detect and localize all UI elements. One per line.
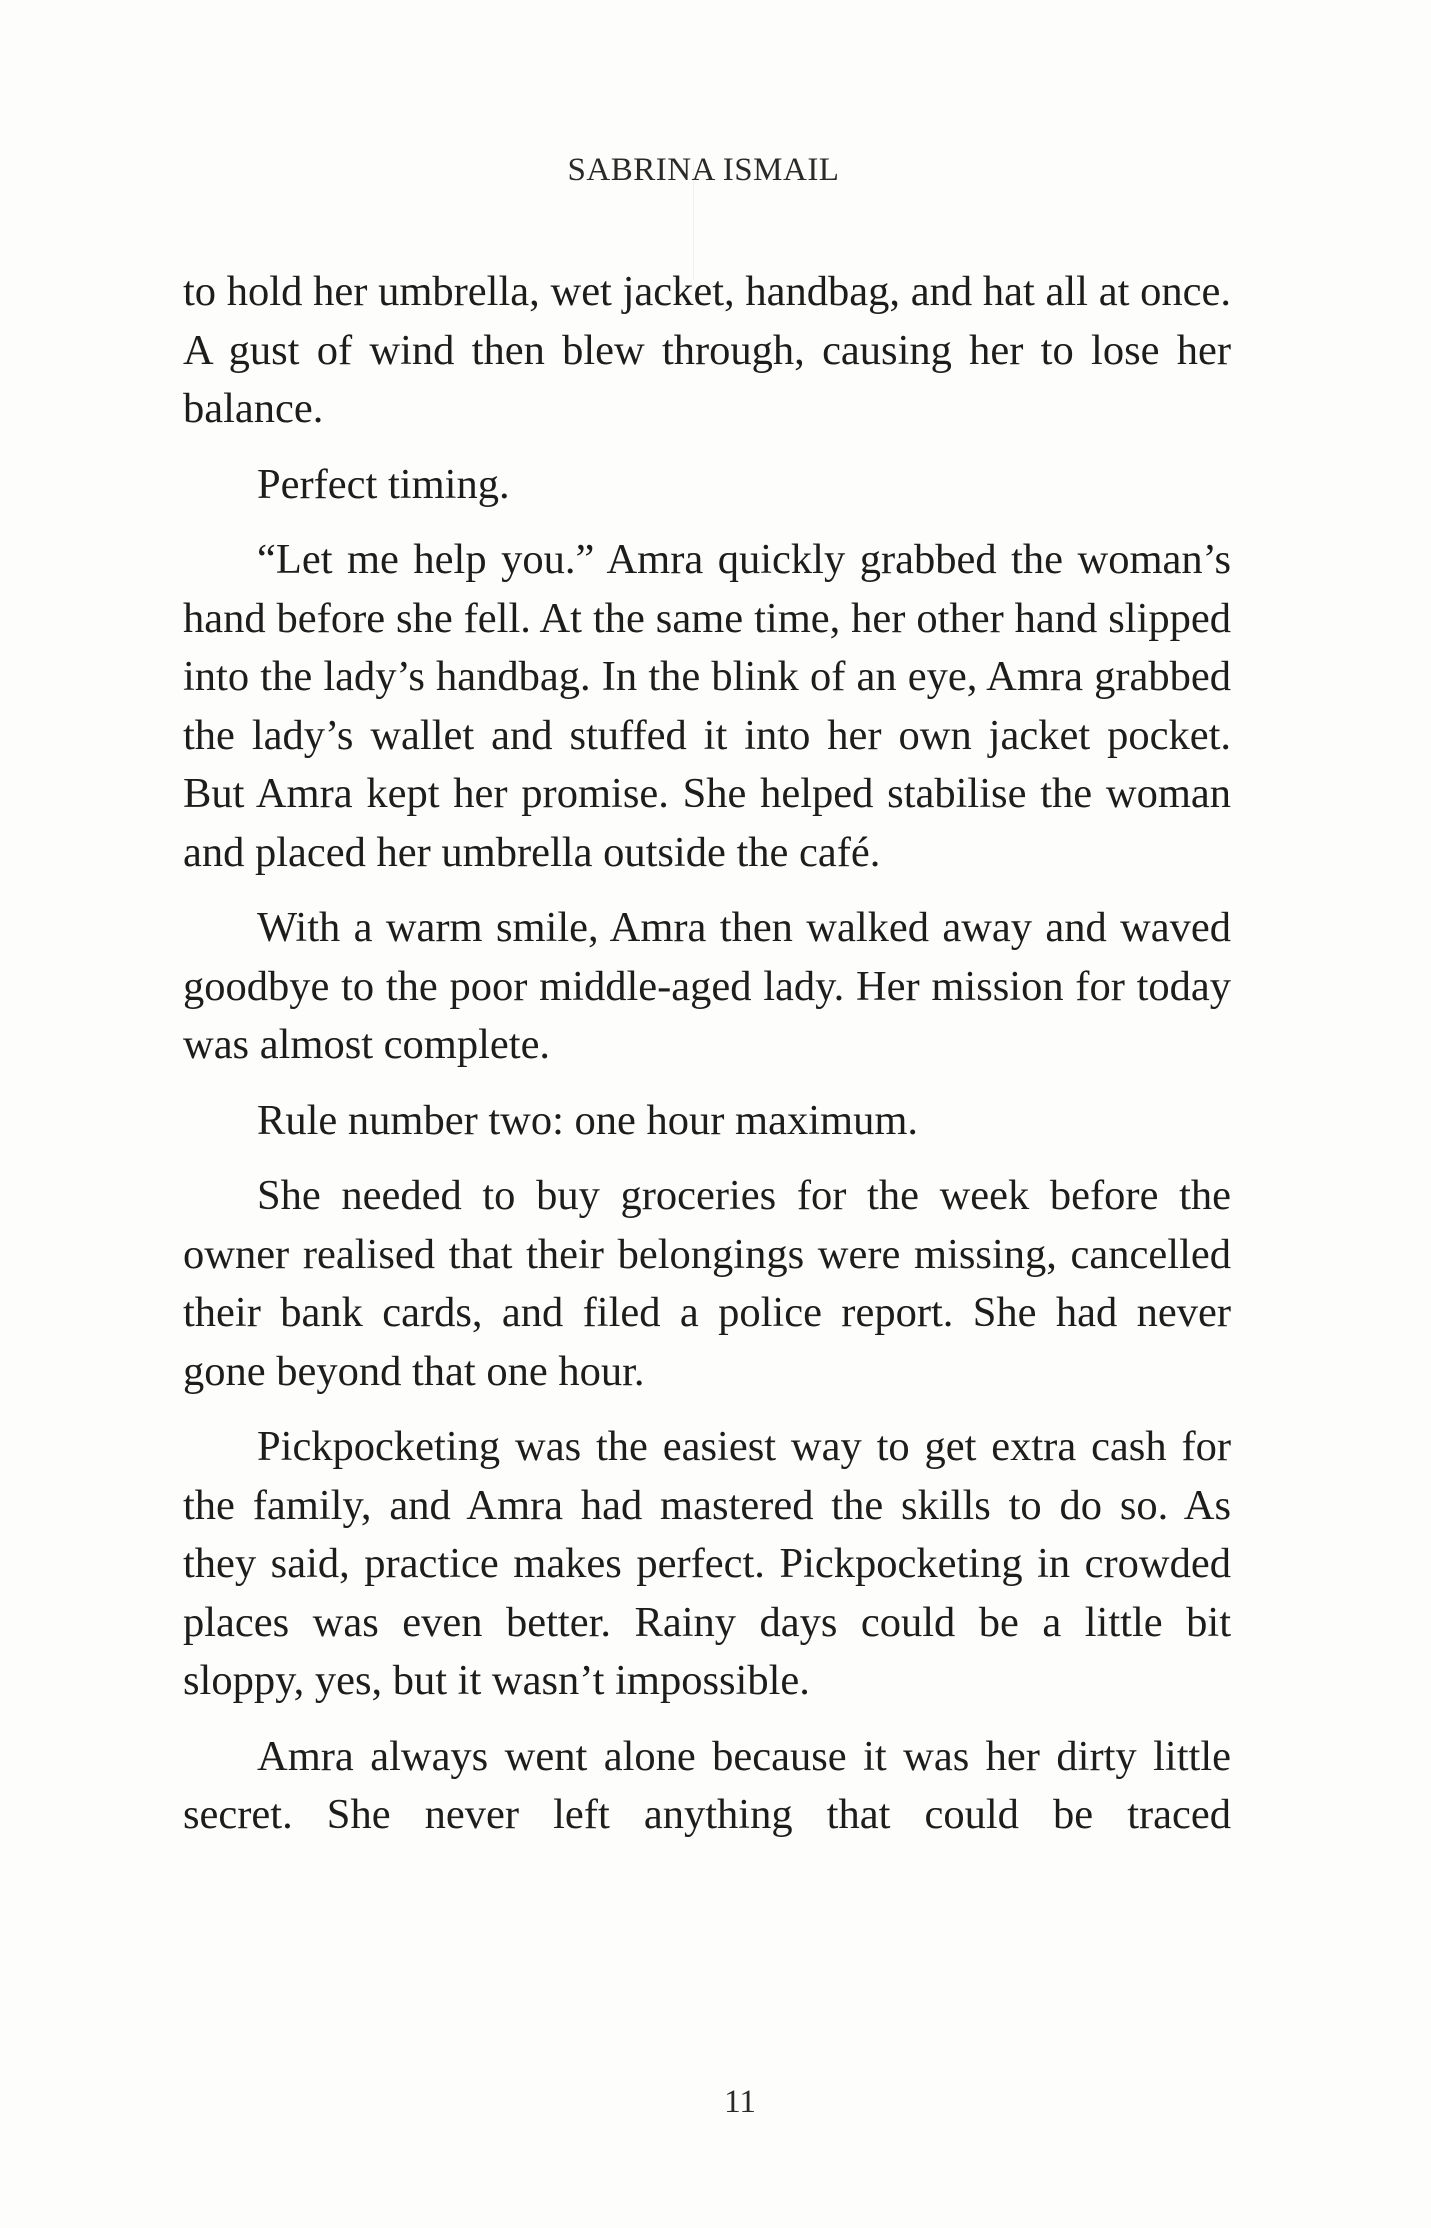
paragraph: “Let me help you.” Amra quickly grabbed the woman’s hand before she fell. At the same time, her other hand slipped into the lady’s handbag. In the blink of an eye, Amra grabbed the lady’s wallet and stuffed it into her own jacket pocket. But Amra kept her promise. She helped stabilise the woman and placed her umbrella outside the café. (183, 536, 1231, 876)
paragraph: She needed to buy groceries for the week before the owner realised that their belongings were missing, cancelled their bank cards, and filed a police report. She had never gone beyond that one hour. (183, 1172, 1231, 1395)
paragraph: Rule number two: one hour maximum. (257, 1096, 919, 1144)
paragraph: Perfect timing. (257, 460, 510, 508)
paragraph: With a warm smile, Amra then walked away and waved goodbye to the poor middle-aged lady. Her mission for today was almost complete. (183, 904, 1231, 1068)
running-head: SABRINA ISMAIL (567, 152, 840, 188)
paragraph: Pickpocketing was the easiest way to get extra cash for the family, and Amra had mastered the skills to do so. As they said, practice makes perfect. Pickpocketing in crowded places was even better. Rainy days could be a little bit sloppy, yes, but it wasn’t impossible. (183, 1423, 1231, 1704)
paragraph: Amra always went alone because it was her dirty little secret. She never left anything that could be traced (183, 1732, 1231, 1838)
paragraph: to hold her umbrella, wet jacket, handbag, and hat all at once. A gust of wind then blew through, causing her to lose her balance. (183, 268, 1231, 432)
body-text (183, 263, 1231, 1862)
page-number: 11 (724, 2084, 756, 2120)
